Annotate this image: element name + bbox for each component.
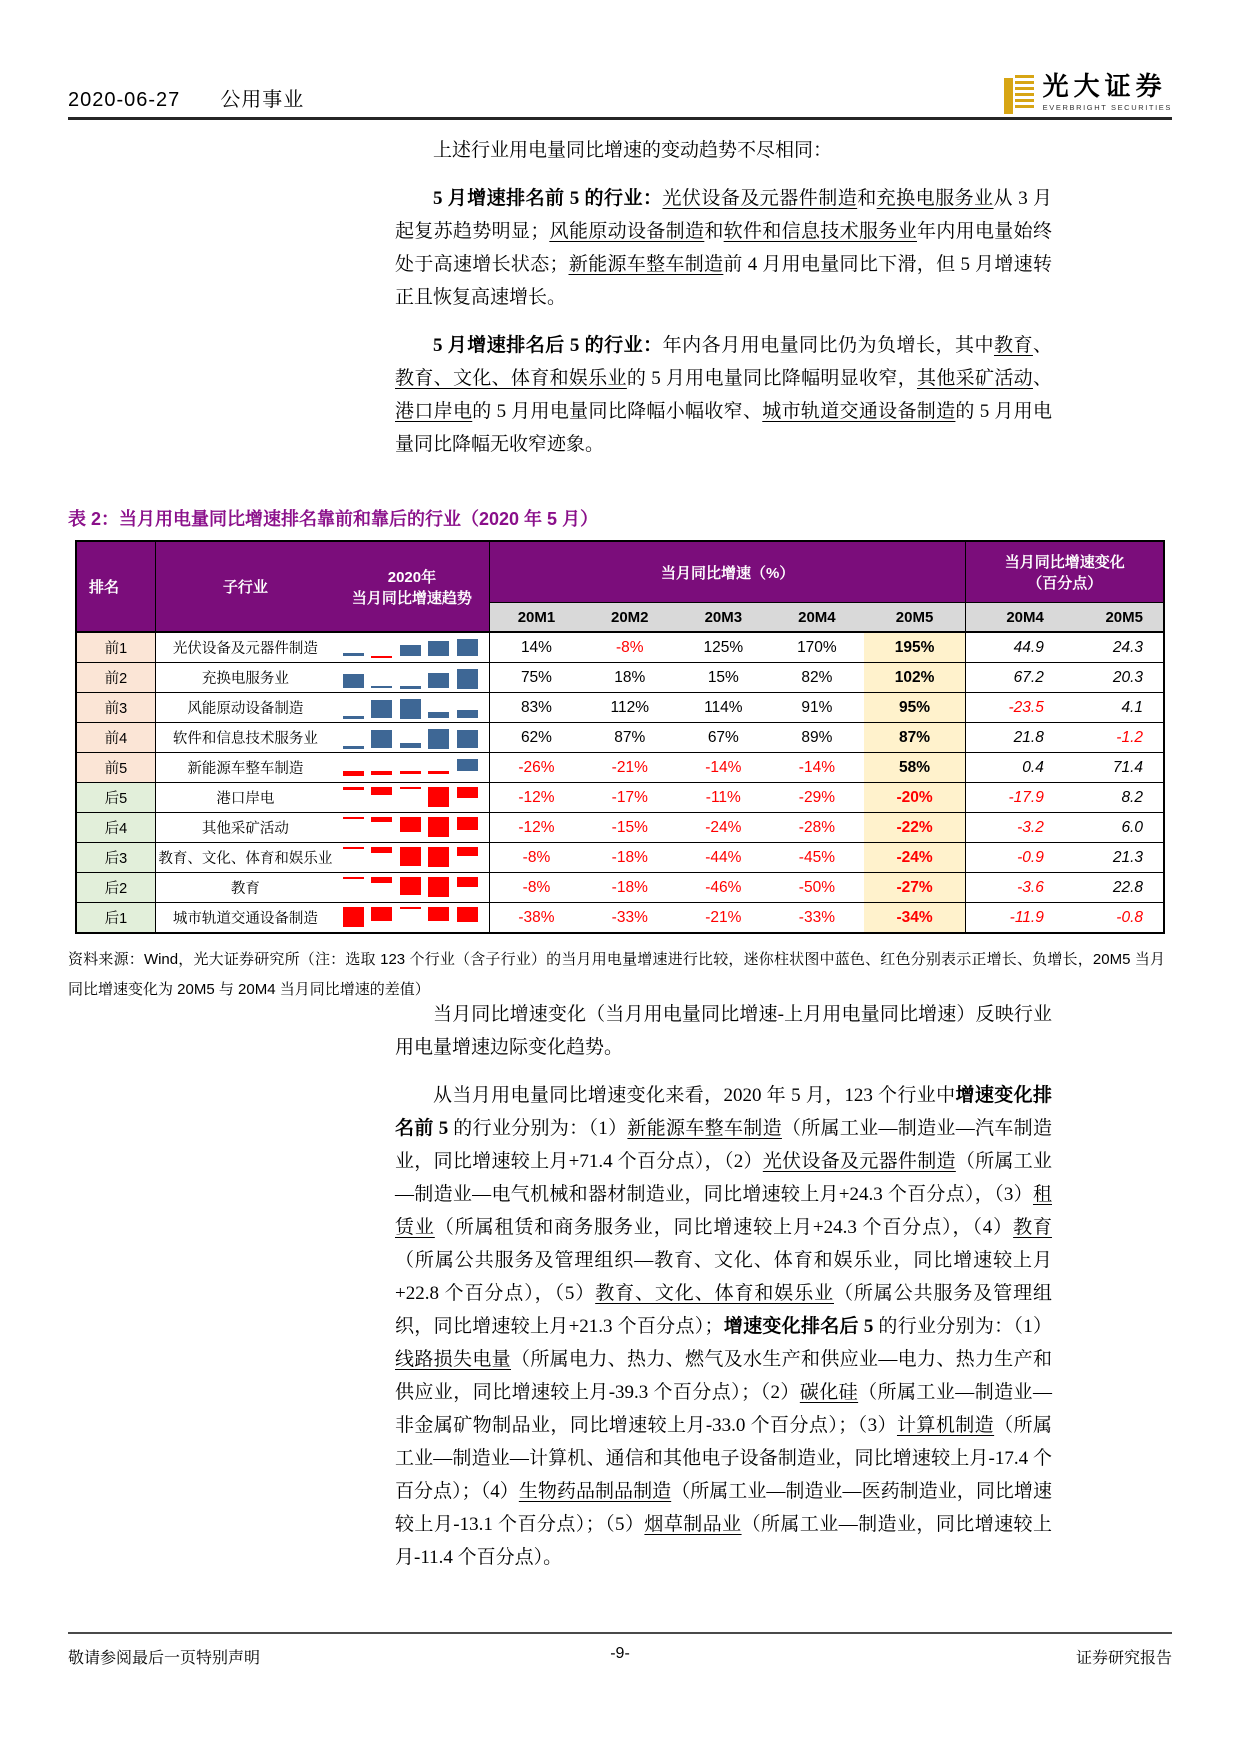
- change-header-line1: 当月同比增速变化: [1004, 554, 1125, 571]
- text-segment: （所属工业—制造业，同比增速较上月-11.4 个百分点）。: [395, 1514, 1052, 1568]
- change-cell: -17.9: [966, 783, 1064, 813]
- rank-cell: 前5: [76, 753, 155, 783]
- text-segment: 的行业分别为：（1）: [448, 1118, 628, 1139]
- paragraph-bottom5: [395, 329, 1052, 461]
- spark-bar: [457, 710, 478, 719]
- industry-cell: 其他采矿活动: [155, 813, 335, 843]
- spark-bar: [343, 674, 364, 688]
- footer-report-type: 证券研究报告: [1075, 1650, 1172, 1667]
- change-cell: 6.0: [1064, 813, 1164, 843]
- growth-cell: 75%: [489, 663, 583, 693]
- spark-bar: [428, 641, 449, 656]
- spark-bar: [457, 847, 478, 857]
- table-row: [76, 693, 1164, 723]
- rank-cell: 后5: [76, 783, 155, 813]
- spark-bar: [343, 877, 364, 880]
- report-date: 2020-06-27: [68, 89, 181, 111]
- growth-cell: -45%: [770, 843, 864, 873]
- logo-stripes: [1015, 75, 1034, 111]
- table-row: [76, 843, 1164, 873]
- table-row: [76, 632, 1164, 663]
- change-cell: 24.3: [1064, 632, 1164, 663]
- paragraph-change-ranking: [395, 1079, 1052, 1574]
- industry-term: 风能原动设备制造: [549, 221, 705, 242]
- body-text-top: [395, 134, 1052, 476]
- spark-bar: [371, 817, 392, 822]
- rank-column-header: 排名: [76, 541, 155, 632]
- growth-cell: 195%: [864, 632, 966, 663]
- industry-term: 新能源车整车制造: [627, 1118, 782, 1139]
- growth-cell: 89%: [770, 723, 864, 753]
- table-row: [76, 903, 1164, 934]
- growth-cell: 82%: [770, 663, 864, 693]
- industry-term: 教育、文化、体育和娱乐业: [595, 1283, 834, 1304]
- month-header: 20M5: [864, 603, 966, 633]
- footer-disclaimer: 敬请参阅最后一页特别声明: [68, 1650, 261, 1667]
- spark-bar: [343, 787, 364, 790]
- everbright-logo-icon: [1004, 72, 1034, 114]
- spark-bar: [343, 653, 364, 656]
- spark-bar: [400, 877, 421, 895]
- change-cell: -0.8: [1064, 903, 1164, 934]
- sparkline-cell: [335, 632, 489, 663]
- logo-text: [1043, 74, 1172, 112]
- sparkline-cell: [335, 723, 489, 753]
- industry-term: 碳化硅: [799, 1382, 859, 1403]
- change-cell: 8.2: [1064, 783, 1164, 813]
- text-segment: 年内用电量始终处于高速增长状态；: [395, 221, 1052, 275]
- table-row: [76, 783, 1164, 813]
- spark-bar: [343, 907, 364, 927]
- sparkline-cell: [335, 753, 489, 783]
- spark-bar: [428, 877, 449, 897]
- industry-term: 其他采矿活动: [917, 368, 1033, 389]
- rank-cell: 前1: [76, 632, 155, 663]
- spark-bar: [371, 877, 392, 883]
- trend-sparkline: [341, 907, 483, 929]
- industry-cell: 教育、文化、体育和娱乐业: [155, 843, 335, 873]
- change-cell: 44.9: [966, 632, 1064, 663]
- change-cell: 21.3: [1064, 843, 1164, 873]
- growth-cell: -8%: [583, 632, 677, 663]
- table-row: [76, 663, 1164, 693]
- change-cell: -3.2: [966, 813, 1064, 843]
- spark-bar: [400, 771, 421, 774]
- text-segment: 当月同比增速变化（当月用电量同比增速-上月用电量同比增速）反映行业用电量增速边际变化趋势。: [395, 1004, 1052, 1058]
- change-cell: 0.4: [966, 753, 1064, 783]
- text-segment: 、: [1032, 335, 1052, 356]
- growth-cell: -11%: [677, 783, 771, 813]
- text-segment: 的 5 月用电量同比降幅无收窄迹象。: [395, 401, 1052, 455]
- text-segment: 上述行业用电量同比增速的变动趋势不尽相同：: [433, 140, 833, 161]
- change-cell: 67.2: [966, 663, 1064, 693]
- industry-term: 新能源车整车制造: [568, 254, 724, 275]
- change-month-header: 20M5: [1064, 603, 1164, 633]
- trend-sparkline: [341, 637, 483, 659]
- growth-cell: -44%: [677, 843, 771, 873]
- growth-cell: -38%: [489, 903, 583, 934]
- table-row: [76, 813, 1164, 843]
- trend-sparkline: [341, 877, 483, 899]
- rank-cell: 后2: [76, 873, 155, 903]
- spark-bar: [428, 771, 449, 774]
- text-segment: （所属公共服务及管理组织—教育、文化、体育和娱乐业，同比增速较上月+22.8 个百分点），（5）: [395, 1250, 1052, 1304]
- month-header: 20M1: [489, 603, 583, 633]
- growth-cell: 58%: [864, 753, 966, 783]
- growth-cell: 14%: [489, 632, 583, 663]
- text-segment: 从 3 月起复苏趋势明显；: [395, 188, 1052, 242]
- growth-cell: 15%: [677, 663, 771, 693]
- spark-bar: [371, 656, 392, 659]
- industry-term: 教育、文化、体育和娱乐业: [395, 368, 627, 389]
- spark-bar: [343, 817, 364, 820]
- spark-bar: [400, 847, 421, 867]
- spark-bar: [343, 847, 364, 850]
- spark-bar: [343, 771, 364, 777]
- growth-cell: -26%: [489, 753, 583, 783]
- text-segment: 和: [704, 221, 724, 242]
- growth-cell: -46%: [677, 873, 771, 903]
- trend-sparkline: [341, 757, 483, 779]
- growth-cell: -22%: [864, 813, 966, 843]
- spark-bar: [428, 712, 449, 719]
- spark-bar: [428, 673, 449, 689]
- industry-cell: 光伏设备及元器件制造: [155, 632, 335, 663]
- industry-term: 租赁业: [395, 1184, 1052, 1238]
- spark-bar: [400, 743, 421, 748]
- spark-bar: [371, 847, 392, 854]
- growth-cell: 87%: [583, 723, 677, 753]
- logo-bar: [1004, 78, 1013, 114]
- sparkline-cell: [335, 693, 489, 723]
- text-segment: （所属工业—制造业—电气机械和器材制造业，同比增速较上月+24.3 个百分点），（3）: [395, 1151, 1052, 1205]
- spark-bar: [428, 817, 449, 837]
- trend-column-header: [335, 541, 489, 632]
- growth-cell: -21%: [583, 753, 677, 783]
- spark-bar: [428, 847, 449, 867]
- text-segment: 的 5 月用电量同比降幅小幅收窄、: [472, 401, 763, 422]
- industry-term: 城市轨道交通设备制造: [762, 401, 956, 422]
- table-source-note: 资料来源：Wind，光大证券研究所（注：选取 123 个行业（含子行业）的当月用电量增速进行比较，迷你柱状图中蓝色、红色分别表示正增长、负增长，20M5 当月同比增速变化为 20M5 与 20M4 当月同比增速的差值）: [68, 951, 1165, 998]
- group-header-row: [76, 541, 1164, 603]
- change-cell: 22.8: [1064, 873, 1164, 903]
- industry-cell: 风能原动设备制造: [155, 693, 335, 723]
- spark-bar: [400, 699, 421, 719]
- logo-name-cn: 光大证券: [1042, 72, 1167, 102]
- growth-cell: -12%: [489, 813, 583, 843]
- growth-cell: 125%: [677, 632, 771, 663]
- sparkline-cell: [335, 903, 489, 934]
- table-row: [76, 753, 1164, 783]
- change-group-header: [966, 541, 1164, 603]
- sparkline-cell: [335, 873, 489, 903]
- trend-sparkline: [341, 787, 483, 809]
- change-cell: -11.9: [966, 903, 1064, 934]
- growth-cell: -28%: [770, 813, 864, 843]
- growth-cell: 170%: [770, 632, 864, 663]
- growth-group-header: 当月同比增速（%）: [489, 541, 966, 603]
- trend-sparkline: [341, 667, 483, 689]
- change-cell: -0.9: [966, 843, 1064, 873]
- spark-bar: [400, 817, 421, 833]
- spark-bar: [371, 907, 392, 922]
- table-block: [68, 505, 1172, 1005]
- trend-header-line2: 当月同比增速趋势: [351, 589, 472, 607]
- change-month-header: 20M4: [966, 603, 1064, 633]
- text-segment: （所属公共服务及管理组织，同比增速较上月+21.3 个百分点）；: [395, 1283, 1052, 1337]
- sparkline-cell: [335, 843, 489, 873]
- paragraph-intro: [395, 134, 1052, 167]
- industry-cell: 港口岸电: [155, 783, 335, 813]
- industry-term: 教育: [1013, 1217, 1052, 1238]
- spark-bar: [457, 759, 478, 771]
- spark-bar: [428, 907, 449, 922]
- growth-cell: 91%: [770, 693, 864, 723]
- spark-bar: [457, 787, 478, 798]
- growth-cell: -50%: [770, 873, 864, 903]
- industry-cell: 充换电服务业: [155, 663, 335, 693]
- growth-cell: -29%: [770, 783, 864, 813]
- text-segment: 前 4 月用电量同比下滑，但 5 月增速转正且恢复高速增长。: [395, 254, 1052, 308]
- text-segment: 5 月增速排名前 5 的行业：: [433, 188, 663, 209]
- sparkline-cell: [335, 813, 489, 843]
- text-segment: （所属工业—制造业—汽车制造业，同比增速较上月+71.4 个百分点），（2）: [395, 1118, 1052, 1172]
- rank-cell: 后1: [76, 903, 155, 934]
- table-body: [76, 632, 1164, 933]
- paragraph-top5: [395, 182, 1052, 314]
- growth-cell: -34%: [864, 903, 966, 934]
- growth-cell: -14%: [677, 753, 771, 783]
- growth-cell: -17%: [583, 783, 677, 813]
- header-left: [68, 83, 304, 112]
- table-header: [76, 541, 1164, 632]
- trend-sparkline: [341, 697, 483, 719]
- month-header: 20M3: [677, 603, 771, 633]
- spark-bar: [457, 669, 478, 689]
- table-title: 表 2：当月用电量同比增速排名靠前和靠后的行业（2020 年 5 月）: [68, 509, 599, 529]
- paragraph-definition: [395, 998, 1052, 1064]
- change-cell: -23.5: [966, 693, 1064, 723]
- text-segment: （所属电力、热力、燃气及水生产和供应业—电力、热力生产和供应业，同比增速较上月-39.3 个百分点）；（2）: [395, 1349, 1052, 1403]
- growth-cell: 102%: [864, 663, 966, 693]
- growth-cell: 18%: [583, 663, 677, 693]
- spark-bar: [457, 907, 478, 923]
- change-cell: -1.2: [1064, 723, 1164, 753]
- spark-bar: [400, 686, 421, 689]
- industry-cell: 新能源车整车制造: [155, 753, 335, 783]
- month-header: 20M4: [770, 603, 864, 633]
- growth-cell: 114%: [677, 693, 771, 723]
- spark-bar: [371, 700, 392, 719]
- growth-cell: -24%: [677, 813, 771, 843]
- growth-cell: 95%: [864, 693, 966, 723]
- growth-cell: -21%: [677, 903, 771, 934]
- change-cell: 21.8: [966, 723, 1064, 753]
- growth-cell: 83%: [489, 693, 583, 723]
- growth-cell: -18%: [583, 873, 677, 903]
- trend-sparkline: [341, 727, 483, 749]
- trend-sparkline: [341, 847, 483, 869]
- change-cell: 4.1: [1064, 693, 1164, 723]
- industry-term: 计算机制造: [896, 1415, 995, 1436]
- rank-cell: 后4: [76, 813, 155, 843]
- growth-cell: 62%: [489, 723, 583, 753]
- growth-cell: -24%: [864, 843, 966, 873]
- rank-cell: 前3: [76, 693, 155, 723]
- body-text-bottom: [395, 998, 1052, 1589]
- sparkline-cell: [335, 783, 489, 813]
- text-segment: 增速变化排名前 5: [395, 1085, 1052, 1139]
- growth-cell: -14%: [770, 753, 864, 783]
- trend-header-line1: 2020年: [387, 568, 437, 586]
- everbright-logo: [1004, 72, 1172, 114]
- text-segment: 的 5 月用电量同比降幅明显收窄，: [626, 368, 918, 389]
- text-segment: 的行业分别为：（1）: [873, 1316, 1052, 1337]
- spark-bar: [400, 907, 421, 910]
- spark-bar: [371, 730, 392, 749]
- industry-cell: 城市轨道交通设备制造: [155, 903, 335, 934]
- growth-cell: -33%: [583, 903, 677, 934]
- spark-bar: [428, 787, 449, 807]
- page-number: -9-: [610, 1645, 630, 1662]
- growth-cell: -27%: [864, 873, 966, 903]
- spark-bar: [371, 771, 392, 776]
- text-segment: 5 月增速排名后 5 的行业：: [433, 335, 663, 356]
- spark-bar: [457, 730, 478, 749]
- industry-cell: 教育: [155, 873, 335, 903]
- rank-cell: 前4: [76, 723, 155, 753]
- spark-bar: [457, 877, 478, 887]
- sparkline-cell: [335, 663, 489, 693]
- page-header: [68, 60, 1172, 120]
- month-header: 20M2: [583, 603, 677, 633]
- industry-column-header: 子行业: [155, 541, 335, 632]
- spark-bar: [428, 729, 449, 749]
- change-header-line2: （百分点）: [1027, 575, 1103, 592]
- spark-bar: [457, 639, 478, 656]
- growth-cell: 67%: [677, 723, 771, 753]
- text-segment: （所属工业—制造业—计算机、通信和其他电子设备制造业，同比增速较上月-17.4 个百分点）；（4）: [395, 1415, 1052, 1502]
- logo-name-en: EVERBRIGHT SECURITIES: [1042, 103, 1172, 113]
- spark-bar: [343, 716, 364, 719]
- spark-bar: [400, 645, 421, 656]
- growth-cell: -15%: [583, 813, 677, 843]
- text-segment: （所属工业—制造业—非金属矿物制品业，同比增速较上月-33.0 个百分点）；（3）: [395, 1382, 1052, 1436]
- industry-term: 软件和信息技术服务业: [723, 221, 917, 242]
- text-segment: （所属工业—制造业—医药制造业，同比增速较上月-13.1 个百分点）；（5）: [395, 1481, 1052, 1535]
- growth-cell: 87%: [864, 723, 966, 753]
- rank-cell: 前2: [76, 663, 155, 693]
- text-segment: 年内各月用电量同比仍为负增长，其中: [662, 335, 994, 356]
- text-segment: 和: [857, 188, 877, 209]
- spark-bar: [343, 746, 364, 749]
- spark-bar: [457, 817, 478, 830]
- industry-term: 线路损失电量: [395, 1349, 511, 1370]
- industry-term: 教育: [993, 335, 1033, 356]
- rankings-table: [75, 540, 1165, 934]
- text-segment: 从当月用电量同比增速变化来看，2020 年 5 月，123 个行业中: [433, 1085, 956, 1106]
- change-cell: 71.4: [1064, 753, 1164, 783]
- growth-cell: -12%: [489, 783, 583, 813]
- growth-cell: -8%: [489, 873, 583, 903]
- change-cell: 20.3: [1064, 663, 1164, 693]
- text-segment: 增速变化排名后 5: [723, 1316, 874, 1337]
- industry-term: 生物药品制品制造: [518, 1481, 672, 1502]
- table-row: [76, 873, 1164, 903]
- spark-bar: [371, 686, 392, 689]
- growth-cell: -8%: [489, 843, 583, 873]
- industry-term: 充换电服务业: [876, 188, 994, 209]
- growth-cell: -18%: [583, 843, 677, 873]
- industry-term: 港口岸电: [395, 401, 473, 422]
- growth-cell: 112%: [583, 693, 677, 723]
- industry-term: 光伏设备及元器件制造: [762, 1151, 956, 1172]
- table-row: [76, 723, 1164, 753]
- change-cell: -3.6: [966, 873, 1064, 903]
- spark-bar: [371, 787, 392, 795]
- text-segment: （所属租赁和商务服务业，同比增速较上月+24.3 个百分点），（4）: [434, 1217, 1014, 1238]
- text-segment: 、: [1032, 368, 1052, 389]
- industry-term: 光伏设备及元器件制造: [662, 188, 858, 209]
- industry-cell: 软件和信息技术服务业: [155, 723, 335, 753]
- growth-cell: -20%: [864, 783, 966, 813]
- trend-sparkline: [341, 817, 483, 839]
- industry-term: 烟草制品业: [644, 1514, 742, 1535]
- report-category: 公用事业: [220, 89, 305, 111]
- rank-cell: 后3: [76, 843, 155, 873]
- page-footer: [68, 1632, 1172, 1668]
- growth-cell: -33%: [770, 903, 864, 934]
- spark-bar: [400, 787, 421, 790]
